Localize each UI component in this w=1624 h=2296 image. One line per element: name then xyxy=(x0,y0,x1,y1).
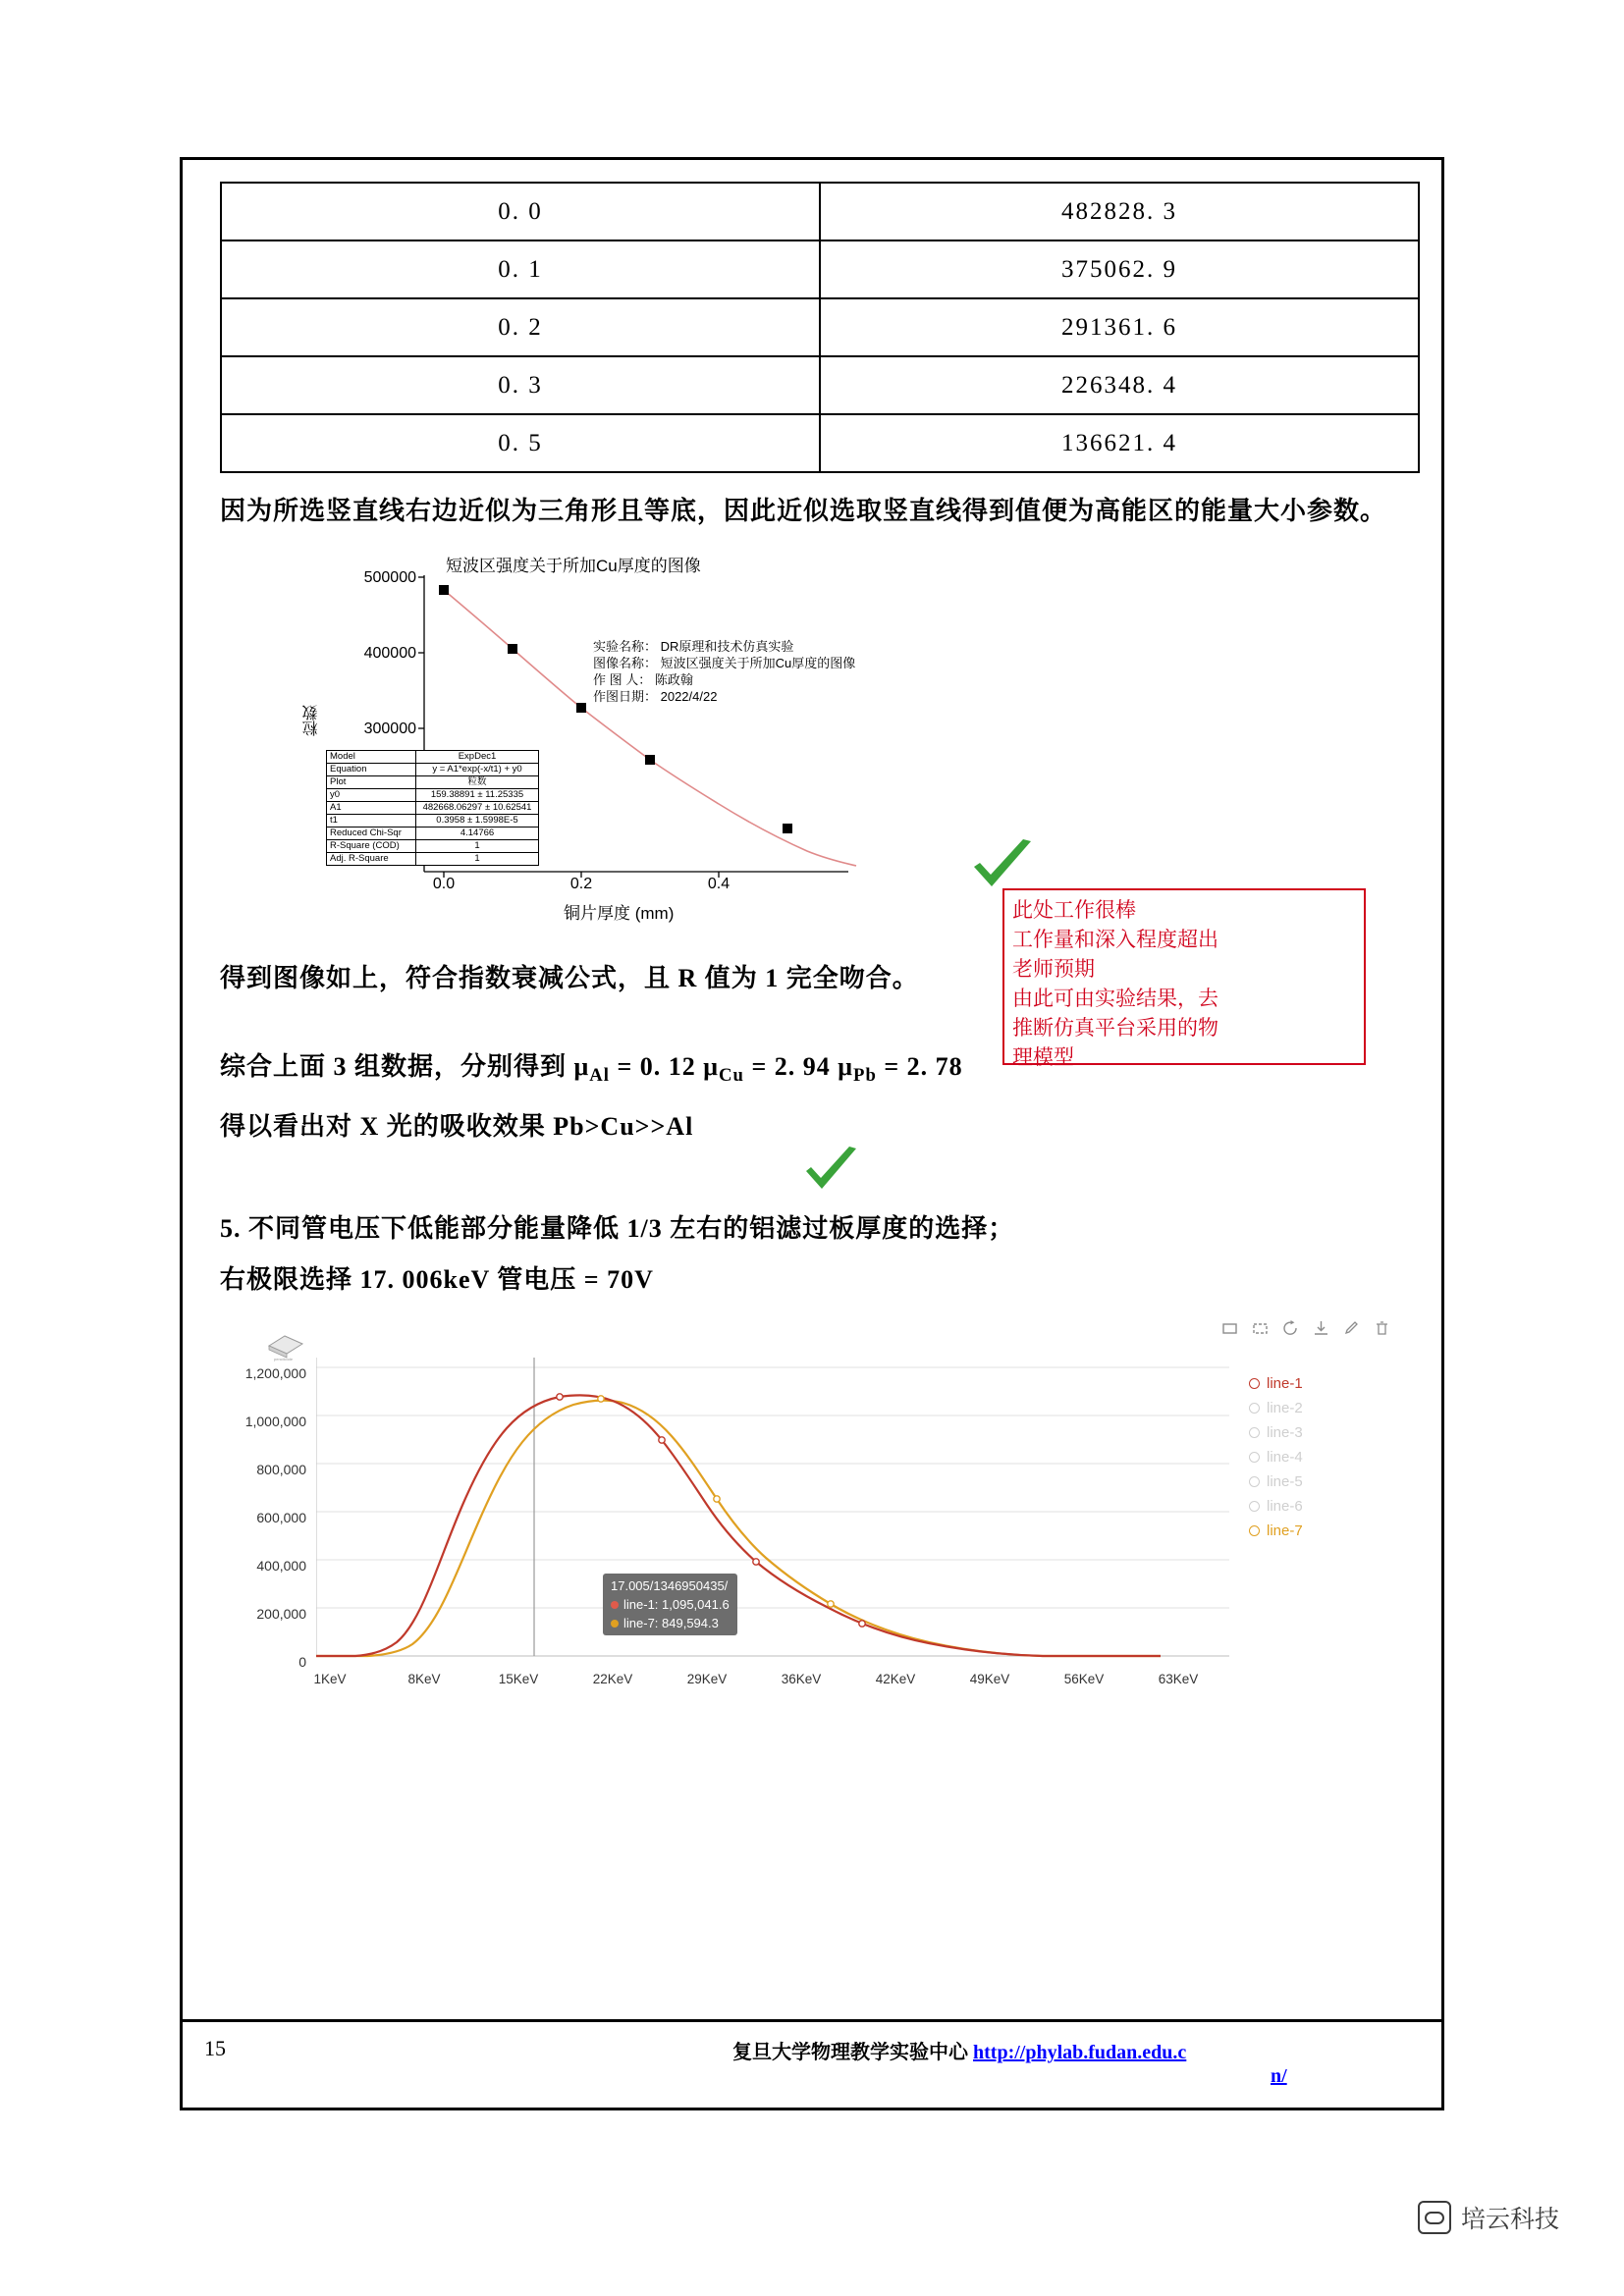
cell-count: 482828. 3 xyxy=(820,183,1419,240)
fit-value: 4.14766 xyxy=(416,828,539,840)
cell-thickness: 0. 0 xyxy=(221,183,820,240)
cell-thickness: 0. 5 xyxy=(221,414,820,472)
meta-line: 作图日期： 2022/4/22 xyxy=(593,689,718,704)
x-tick: 49KeV xyxy=(969,1672,1010,1687)
legend-marker-icon xyxy=(1241,1501,1267,1512)
cell-count: 375062. 9 xyxy=(820,240,1419,298)
legend-marker-icon xyxy=(1241,1427,1267,1438)
delete-icon[interactable] xyxy=(1374,1320,1390,1337)
legend-dot-icon xyxy=(611,1601,619,1609)
plot-y-axis xyxy=(220,1350,310,1674)
y-tick: 200,000 xyxy=(256,1606,306,1623)
mu-end: = 2. 78 xyxy=(876,1052,963,1081)
series-line-7 xyxy=(316,1401,1161,1656)
fit-parameters-table xyxy=(326,750,539,866)
x-tick: 0.2 xyxy=(569,876,593,892)
mu-mid-2: = 2. 94 μ xyxy=(743,1052,854,1081)
chart-xlabel: 铜片厚度 (mm) xyxy=(564,904,675,923)
green-check-mark-icon-2 xyxy=(801,1146,860,1197)
fit-label: Plot xyxy=(327,776,416,789)
x-tick: 29KeV xyxy=(686,1672,728,1687)
fit-label: Equation xyxy=(327,764,416,776)
fit-row xyxy=(327,776,539,789)
y-tick: 300000 xyxy=(363,721,416,737)
legend-marker-icon xyxy=(1241,1525,1267,1536)
tooltip-value: line-1: 1,095,041.6 xyxy=(623,1597,730,1613)
measurement-table xyxy=(220,182,1420,473)
download-icon[interactable] xyxy=(1313,1320,1329,1337)
plot-x-axis xyxy=(313,1672,1229,1693)
comment-line: 由此可由实验结果，去 xyxy=(1012,988,1218,1010)
x-tick: 8KeV xyxy=(407,1672,441,1687)
page-number: 15 xyxy=(204,2036,226,2060)
x-tick: 0.0 xyxy=(432,876,456,892)
cell-thickness: 0. 3 xyxy=(221,356,820,414)
tooltip-row xyxy=(611,1595,730,1614)
teacher-comment-box xyxy=(1002,888,1366,1069)
section-5-params: 右极限选择 17. 006keV 管电压 = 70V xyxy=(220,1265,654,1295)
x-tick: 15KeV xyxy=(498,1672,539,1687)
chart-title: 短波区强度关于所加Cu厚度的图像 xyxy=(446,557,701,575)
fit-label: t1 xyxy=(327,815,416,828)
fit-value: 482668.06297 ± 10.62541 xyxy=(416,802,539,815)
cell-count: 291361. 6 xyxy=(820,298,1419,356)
fit-row xyxy=(327,853,539,866)
legend-label: line-4 xyxy=(1267,1449,1303,1467)
x-tick: 63KeV xyxy=(1158,1672,1199,1687)
legend-label: line-7 xyxy=(1267,1522,1303,1540)
legend-label: line-3 xyxy=(1267,1424,1303,1442)
mu-pb-subscript: Pb xyxy=(853,1065,877,1087)
x-tick: 36KeV xyxy=(781,1672,822,1687)
mu-al-subscript: Al xyxy=(589,1065,610,1087)
y-tick: 400000 xyxy=(363,645,416,662)
watermark xyxy=(1418,2200,1559,2235)
fit-row xyxy=(327,840,539,853)
footer-institution: 复旦大学物理教学实验中心 xyxy=(732,2042,973,2063)
comment-line: 此处工作很棒 xyxy=(1012,899,1136,922)
table-row xyxy=(221,298,1419,356)
mu-mid-1: = 0. 12 μ xyxy=(609,1052,720,1081)
meta-line: 作 图 人： 陈政翰 xyxy=(593,672,693,687)
legend-marker-icon xyxy=(1241,1452,1267,1463)
origin-scatter-chart xyxy=(298,548,1045,931)
legend-label: line-6 xyxy=(1267,1498,1303,1516)
chart-canvas xyxy=(298,548,1045,931)
legend-label: line-5 xyxy=(1267,1473,1303,1491)
table-body xyxy=(221,183,1419,472)
tooltip-row xyxy=(611,1614,730,1632)
fit-value: ExpDec1 xyxy=(416,751,539,764)
legend-item-line-1[interactable] xyxy=(1241,1371,1388,1396)
legend-marker-icon xyxy=(1241,1378,1267,1389)
fit-table-body xyxy=(327,751,539,866)
fit-row xyxy=(327,828,539,840)
table-row xyxy=(221,183,1419,240)
footer-center-text xyxy=(732,2036,1186,2064)
fit-value: 1 xyxy=(416,853,539,866)
footer-url-link-cont[interactable]: n/ xyxy=(1271,2065,1287,2087)
page-content xyxy=(183,160,1441,2108)
footer-url-link[interactable]: http://phylab.fudan.edu.c xyxy=(973,2042,1187,2063)
y-tick: 1,200,000 xyxy=(244,1365,306,1382)
table-row xyxy=(221,414,1419,472)
fit-label: A1 xyxy=(327,802,416,815)
table-row xyxy=(221,240,1419,298)
cell-count: 136621. 4 xyxy=(820,414,1419,472)
legend-dot-icon xyxy=(611,1620,619,1628)
chart-meta-block xyxy=(593,638,855,705)
paragraph-explanation: 因为所选竖直线右边近似为三角形且等底，因此近似选取竖直线得到值便为高能区的能量大小参数。 xyxy=(220,497,1387,525)
wechat-icon xyxy=(1418,2201,1451,2234)
spectrum-plot-widget[interactable] xyxy=(220,1320,1408,1723)
cell-count: 226348. 4 xyxy=(820,356,1419,414)
watermark-text: 培云科技 xyxy=(1460,2206,1559,2233)
fit-row xyxy=(327,764,539,776)
comment-line: 工作量和深入程度超出 xyxy=(1012,929,1218,951)
plot-legend[interactable] xyxy=(1241,1371,1388,1543)
rect-zoom-icon[interactable] xyxy=(1252,1320,1269,1337)
fit-value: 1 xyxy=(416,840,539,853)
green-check-mark-icon-1 xyxy=(968,837,1037,896)
cell-thickness: 0. 1 xyxy=(221,240,820,298)
fit-value: 粒数 xyxy=(416,776,539,789)
fit-label: Adj. R-Square xyxy=(327,853,416,866)
section-5-heading: 5. 不同管电压下低能部分能量降低 1/3 左右的铝滤过板厚度的选择； xyxy=(220,1214,1015,1244)
x-tick: 0.4 xyxy=(707,876,731,892)
rect-select-icon[interactable] xyxy=(1221,1320,1238,1337)
page-footer xyxy=(183,2019,1441,2108)
fit-label: Model xyxy=(327,751,416,764)
meta-line: 实验名称： DR原理和技术仿真实验 xyxy=(593,639,794,654)
chart-x-axis xyxy=(298,876,1045,897)
y-tick: 1,000,000 xyxy=(244,1414,306,1430)
tooltip-cursor-value: 17.005/1346950435/ xyxy=(611,1578,729,1594)
svg-text:pencilcode: pencilcode xyxy=(274,1357,294,1362)
fit-value: y = A1*exp(-x/t1) + y0 xyxy=(416,764,539,776)
plot-canvas[interactable] xyxy=(316,1358,1229,1672)
refresh-icon[interactable] xyxy=(1282,1320,1299,1337)
paragraph-fit-conclusion: 得到图像如上，符合指数衰减公式，且 R 值为 1 完全吻合。 xyxy=(220,964,919,992)
fit-row xyxy=(327,815,539,828)
fit-label: y0 xyxy=(327,789,416,802)
mu-prefix: 综合上面 3 组数据，分别得到 μ xyxy=(220,1052,590,1081)
tooltip-value: line-7: 849,594.3 xyxy=(623,1616,719,1631)
comment-line: 老师预期 xyxy=(1012,958,1095,981)
legend-item-line-4[interactable] xyxy=(1241,1445,1388,1469)
x-tick: 1KeV xyxy=(313,1672,347,1687)
comment-line: 推断仿真平台采用的物 xyxy=(1012,1017,1218,1040)
series-line-1 xyxy=(316,1396,1161,1657)
x-tick: 42KeV xyxy=(875,1672,916,1687)
chart-ylabel: 粒数 xyxy=(303,705,320,736)
legend-marker-icon xyxy=(1241,1476,1267,1487)
comment-line: 理模型 xyxy=(1012,1046,1074,1069)
legend-item-line-3[interactable] xyxy=(1241,1420,1388,1445)
mu-cu-subscript: Cu xyxy=(719,1065,744,1087)
table-row xyxy=(221,356,1419,414)
x-tick: 56KeV xyxy=(1063,1672,1105,1687)
legend-item-line-7[interactable] xyxy=(1241,1519,1388,1543)
legend-item-line-6[interactable] xyxy=(1241,1494,1388,1519)
fit-label: Reduced Chi-Sqr xyxy=(327,828,416,840)
y-tick: 800,000 xyxy=(256,1462,306,1478)
legend-label: line-2 xyxy=(1267,1400,1303,1417)
fit-row xyxy=(327,802,539,815)
fit-value: 0.3958 ± 1.5998E-5 xyxy=(416,815,539,828)
document-page xyxy=(180,157,1444,2110)
y-tick: 500000 xyxy=(363,569,416,586)
legend-item-line-2[interactable] xyxy=(1241,1396,1388,1420)
y-tick: 400,000 xyxy=(256,1558,306,1575)
paragraph-absorption-order: 得以看出对 X 光的吸收效果 Pb>Cu>>Al xyxy=(220,1112,694,1142)
plot-tooltip xyxy=(603,1574,737,1635)
x-tick: 22KeV xyxy=(592,1672,633,1687)
legend-item-line-5[interactable] xyxy=(1241,1469,1388,1494)
fit-value: 159.38891 ± 11.25335 xyxy=(416,789,539,802)
y-tick: 600,000 xyxy=(256,1510,306,1526)
fit-label: R-Square (COD) xyxy=(327,840,416,853)
meta-line: 图像名称： 短波区强度关于所加Cu厚度的图像 xyxy=(593,656,856,670)
fit-row xyxy=(327,751,539,764)
cell-thickness: 0. 2 xyxy=(221,298,820,356)
y-tick: 0 xyxy=(298,1654,306,1671)
legend-label: line-1 xyxy=(1267,1375,1303,1393)
edit-icon[interactable] xyxy=(1343,1320,1360,1337)
legend-marker-icon xyxy=(1241,1403,1267,1414)
fit-row xyxy=(327,789,539,802)
plot-toolbar[interactable] xyxy=(1221,1320,1390,1337)
